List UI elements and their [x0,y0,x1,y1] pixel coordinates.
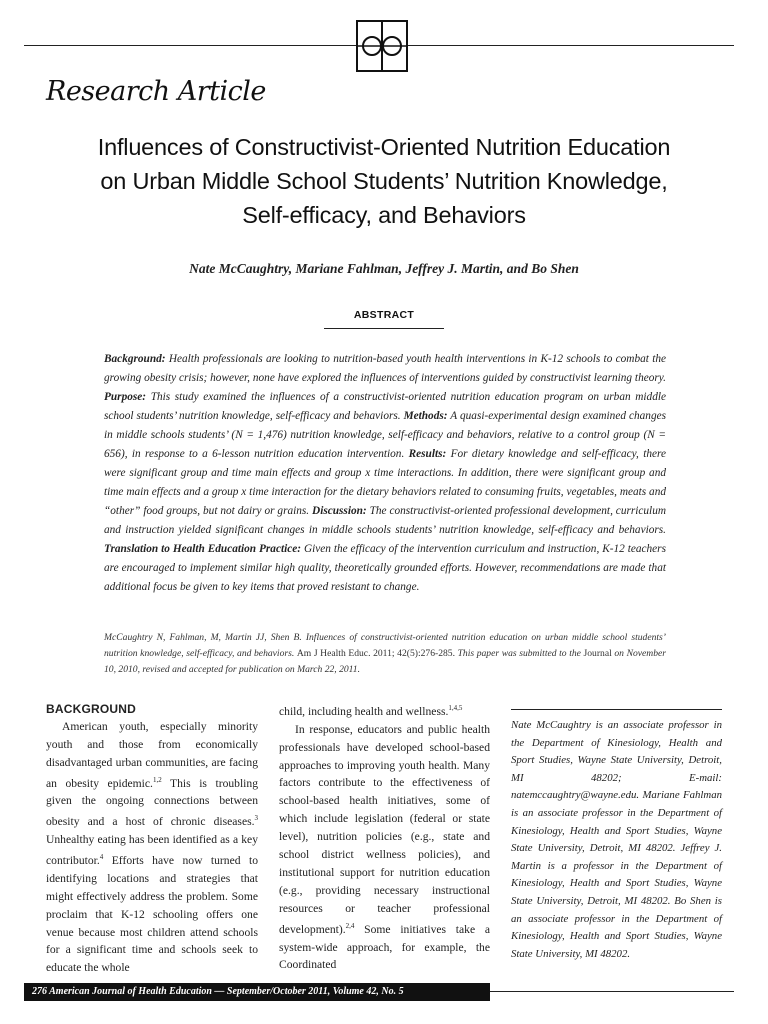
paragraph-text: Unhealthy eating has been identified as a key contributor. [46,833,258,867]
abstract-body [104,350,666,597]
paragraph-text: Efforts have now turned to identifying locations and strategies that might effectively address the problem. Some proclaim that K-12 schooling offers one venue because most children attend schools for a significant time and schools seek to educate the whole [46,853,258,975]
abstract-label-background: Background: [104,353,166,365]
abstract-text-translation: Given the efficacy of the intervention curriculum and instruction, K-12 teachers are encouraged to implement similar high quality, theoretically grounded efforts. However, recommendations are made that additional focus be given to key items that proved resistant to change. [104,543,666,593]
paragraph-text: This is troubling given the ongoing connections between obesity and a host of chronic diseases. [46,776,258,829]
citation-text: This paper was submitted to the [454,648,584,659]
paragraph-text: Some initiatives take a system-wide approach, for example, the Coordinated [279,922,490,972]
abstract-heading: ABSTRACT [353,309,415,321]
abstract-text-purpose: This study examined the influences of a constructivist-oriented nutrition education program on urban middle school students’ nutrition knowledge, self-efficacy and behaviors. [104,391,666,422]
footer-rule [490,991,734,992]
abstract-rule [324,328,444,329]
title-line: on Urban Middle School Students’ Nutrition Knowledge, [100,168,668,194]
abstract-label-discussion: Discussion: [312,505,367,517]
paragraph [46,718,258,977]
citation [104,630,666,678]
abstract-text-background: Health professionals are looking to nutrition-based youth health interventions in K-12 schools to combat the growing obesity crisis; however, none have explored the influences of interventions guided by constructivist learning theory. [104,353,666,384]
abstract-label-purpose: Purpose: [104,391,147,403]
citation-journal-word: Journal [583,648,612,659]
abstract-label-translation: Translation to Health Education Practice: [104,543,302,555]
author-list: Nate McCaughtry, Mariane Fahlman, Jeffrey J. Martin, and Bo Shen [189,261,579,276]
paragraph-text: American youth, especially minority youth and those from economically disadvantaged urban communities, are facing an obesity epidemic. [46,720,258,790]
body-column-2 [279,700,490,974]
abstract-text-methods: A quasi-experimental design examined changes in middle schools students’ (N = 1,476) nutrition knowledge, self-efficacy and behaviors, relative to a control group (N = 656), in response to a 6-lesson nutrition education intervention. [104,410,666,460]
footer-text: 276 American Journal of Health Education — September/October 2011, Volume 42, No. 5 [32,986,404,997]
paragraph-text: child, including health and wellness. [279,704,449,718]
reference-marker: 1,4,5 [448,704,463,712]
author-bio: Nate McCaughtry is an associate professor in the Department of Kinesiology, Health and Sport Studies, Wayne State University, Detroit, MI 48202; E-mail: natemccaughtry@wayne.edu. Mariane Fahlman is an associate professor in the Department of Kinesiology, Health and Sport Studies, Wayne State University, Detroit, MI 48202. Jeffrey J. Martin is a professor in the Department of Kinesiology, Health and Sport Studies, Wayne State University, Detroit, MI 48202. Bo Shen is an associate professor in the Department of Kinesiology, Health and Sport Studies, Wayne State University, MI 48202. [511,719,722,960]
abstract-label-results: Results: [408,448,447,460]
reference-marker: 2,4 [345,921,355,930]
page-footer [24,983,490,1001]
paragraph [279,721,490,975]
abstract-label-methods: Methods: [403,410,448,422]
citation-text: on November 10, 2010, revised and accepted for publication on March 22, 2011. [104,648,667,675]
journal-logo-icon [356,20,408,72]
article-title [40,130,728,232]
reference-marker: 1,2 [152,775,162,784]
bio-rule [511,709,722,710]
title-line: Influences of Constructivist-Oriented Nutrition Education [97,134,671,160]
abstract-text-discussion: The constructivist-oriented professional development, curriculum and instruction yielded significant changes in middle schools students’ nutrition knowledge, self-efficacy and behaviors. [104,505,667,536]
reference-marker: 4 [99,853,104,862]
body-column-1 [46,700,258,977]
reference-marker: 3 [254,814,258,823]
title-line: Self-efficacy, and Behaviors [242,202,526,228]
paragraph-text: In response, educators and public health professionals have developed school-based approaches to improving youth health. Many factors contribute to the effectiveness of school-based health initiatives, some of which include legislation (federal or state level), nutrition policies (e.g., state and school district wellness policies), and institutional support for nutrition education (e.g., providing necessary instructional resources or teacher professional development). [279,722,490,936]
paragraph [279,700,490,721]
citation-journal-ref: Am J Health Educ. 2011; 42(5):276-285. [296,648,455,659]
abstract-text-results: For dietary knowledge and self-efficacy, there were significant group and time main effects and group x time interactions. In addition, there were significant group and time main effects and a group x time interaction for the dietary behaviors related to consuming fruits, vegetables, meats and “other” food groups, but not dairy or grains. [104,448,666,517]
article-type-label: Research Article [46,76,266,107]
section-heading: BACKGROUND [46,702,136,716]
citation-text: McCaughtry N, Fahlman, M, Martin JJ, Shen B. Influences of constructivist-oriented nutrition education on urban middle school students’ nutrition knowledge, self-efficacy, and behaviors. [104,632,666,659]
